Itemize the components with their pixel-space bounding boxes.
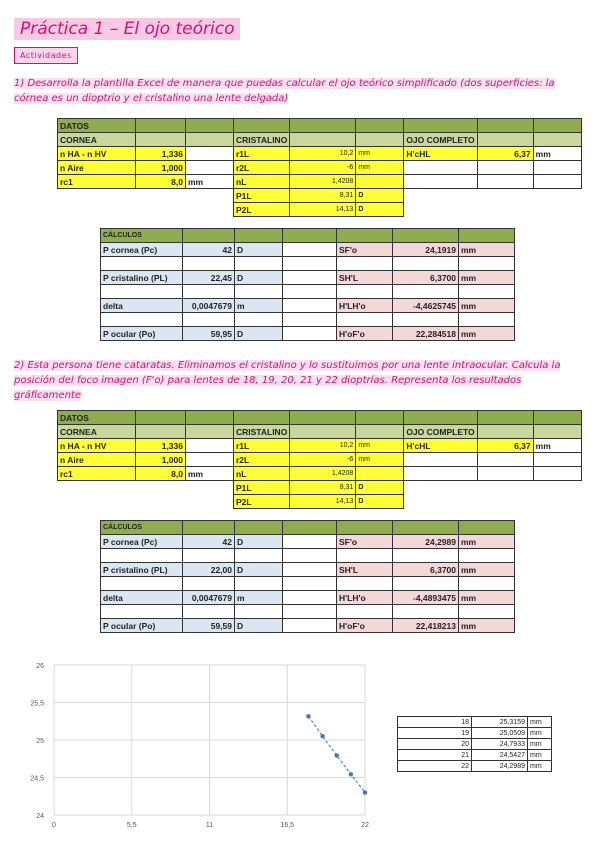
rc1-label: rc1: [58, 175, 136, 189]
result-diopters: 20: [398, 739, 472, 750]
result-value: 25,3159: [472, 717, 528, 728]
datos-header: DATOS: [58, 119, 136, 133]
r2l-value: -6: [290, 161, 356, 175]
calculos-table-2: CÁLCULOS P cornea (Pc) 42 D SF'o 24,2989 mm P cristalino (PL) 22,00 D SH'L 6,3700 mm delta 0,0047679 m H'LH'o -4,4893475 mm P ocular (Po) 59,59 D H'oF'o 22,418213 mm: [100, 520, 515, 633]
result-row: [398, 728, 552, 739]
p2l-label: P2L: [234, 203, 290, 217]
p-cornea-value: 42: [183, 243, 235, 257]
result-row: [398, 761, 552, 772]
nl-value: 1,4208: [290, 175, 356, 189]
result-unit: mm: [528, 728, 552, 739]
x-tick-label: 11: [205, 822, 214, 829]
sfo-value: 24,1919: [393, 243, 459, 257]
data-point: [363, 790, 367, 794]
p2l-value: 14,13: [290, 203, 356, 217]
r1l-label: r1L: [234, 147, 290, 161]
cristalino-header: CRISTALINO: [234, 133, 290, 147]
datos-table-2: DATOS CORNEA CRISTALINO OJO COMPLETO n HA - n HV 1,336 r1L 10,2 mm H'cHL 6,37 mm n Aire 1,000 r2L -6 mm rc1 8,0 mm nL 1,4208 P1L 8,31 D P2L 14,13 D: [57, 410, 582, 509]
question-1-text: 1) Desarrolla la plantilla Excel de manera que puedas calcular el ojo teórico simplificado (dos superficies: la córnea es un dioptrio y el cristalino una lente delgada): [14, 78, 555, 104]
question-1: [14, 76, 588, 106]
nl-label: nL: [234, 175, 290, 189]
cornea-header: CORNEA: [58, 133, 136, 147]
hchl-label: H'cHL: [404, 147, 477, 161]
rc1-value: 8,0: [136, 175, 186, 189]
x-tick-label: 16,5: [280, 822, 295, 829]
x-tick-label: 5,5: [126, 822, 137, 829]
data-point: [320, 734, 324, 738]
result-row: [398, 717, 552, 728]
calculos-header: CÁLCULOS: [101, 229, 183, 243]
hofo-value: 22,284518: [393, 327, 459, 341]
r1l-value: 10,2: [290, 147, 356, 161]
result-unit: mm: [528, 739, 552, 750]
hlho-value: -4,4625745: [393, 299, 459, 313]
data-point: [349, 772, 353, 776]
x-tick-label: 22: [361, 822, 369, 829]
result-value: 24,2989: [472, 761, 528, 772]
p-cristalino-value: 22,45: [183, 271, 235, 285]
section-badge: Actividades: [14, 47, 78, 64]
p1l-label: P1L: [234, 189, 290, 203]
shl-value: 6,3700: [393, 271, 459, 285]
ojo-completo-header: OJO COMPLETO: [404, 133, 477, 147]
page-title: Práctica 1 – El ojo teórico: [14, 18, 240, 40]
result-value: 24,7933: [472, 739, 528, 750]
result-diopters: 21: [398, 750, 472, 761]
y-tick-label: 24: [36, 813, 44, 820]
result-row: [398, 739, 552, 750]
focus-position-chart: [20, 655, 380, 830]
result-diopters: 19: [398, 728, 472, 739]
naire-label: n Aire: [58, 161, 136, 175]
y-tick-label: 24,5: [30, 775, 44, 783]
result-diopters: 18: [398, 717, 472, 728]
y-tick-label: 26: [36, 663, 44, 670]
datos-table-1: DATOS CORNEA CRISTALINO OJO COMPLETO n HA - n HV 1,336 r1L 10,2 mm H'cHL 6,37 mm n Aire 1,000 r2L -6 mm rc1 8,0 mm nL 1,4208 P1L 8,31 D P2L 14,13 D: [57, 118, 582, 217]
results-table: [397, 716, 552, 772]
data-point: [335, 753, 339, 757]
p1l-value: 8,31: [290, 189, 356, 203]
result-unit: mm: [528, 750, 552, 761]
x-tick-label: 0: [52, 822, 56, 829]
result-unit: mm: [528, 717, 552, 728]
calculos-table-1: CÁLCULOS P cornea (Pc) 42 D SF'o 24,1919 mm P cristalino (PL) 22,45 D SH'L 6,3700 mm delta 0,0047679 m H'LH'o -4,4625745 mm P ocular (Po) 59,95 D H'oF'o 22,284518 mm: [100, 228, 515, 341]
data-point: [306, 714, 310, 718]
r2l-label: r2L: [234, 161, 290, 175]
result-value: 24,5427: [472, 750, 528, 761]
question-2-text: 2) Esta persona tiene cataratas. Eliminamos el cristalino y lo sustituimos por una lente intraocular. Calcula la posición del foco imagen (F'o) para lentes de 18, 19, 20, 21 y 22 dioptrías. Representa los resultados gráficamente: [14, 360, 561, 401]
nha-label: n HA - n HV: [58, 147, 136, 161]
naire-value: 1,000: [136, 161, 186, 175]
result-row: [398, 750, 552, 761]
hchl-value: 6,37: [477, 147, 533, 161]
result-diopters: 22: [398, 761, 472, 772]
p-ocular-value: 59,95: [183, 327, 235, 341]
delta-value: 0,0047679: [183, 299, 235, 313]
question-2: [14, 358, 588, 403]
nha-value: 1,336: [136, 147, 186, 161]
y-tick-label: 25,5: [30, 700, 44, 708]
result-value: 25,0509: [472, 728, 528, 739]
result-unit: mm: [528, 761, 552, 772]
y-tick-label: 25: [36, 738, 44, 745]
